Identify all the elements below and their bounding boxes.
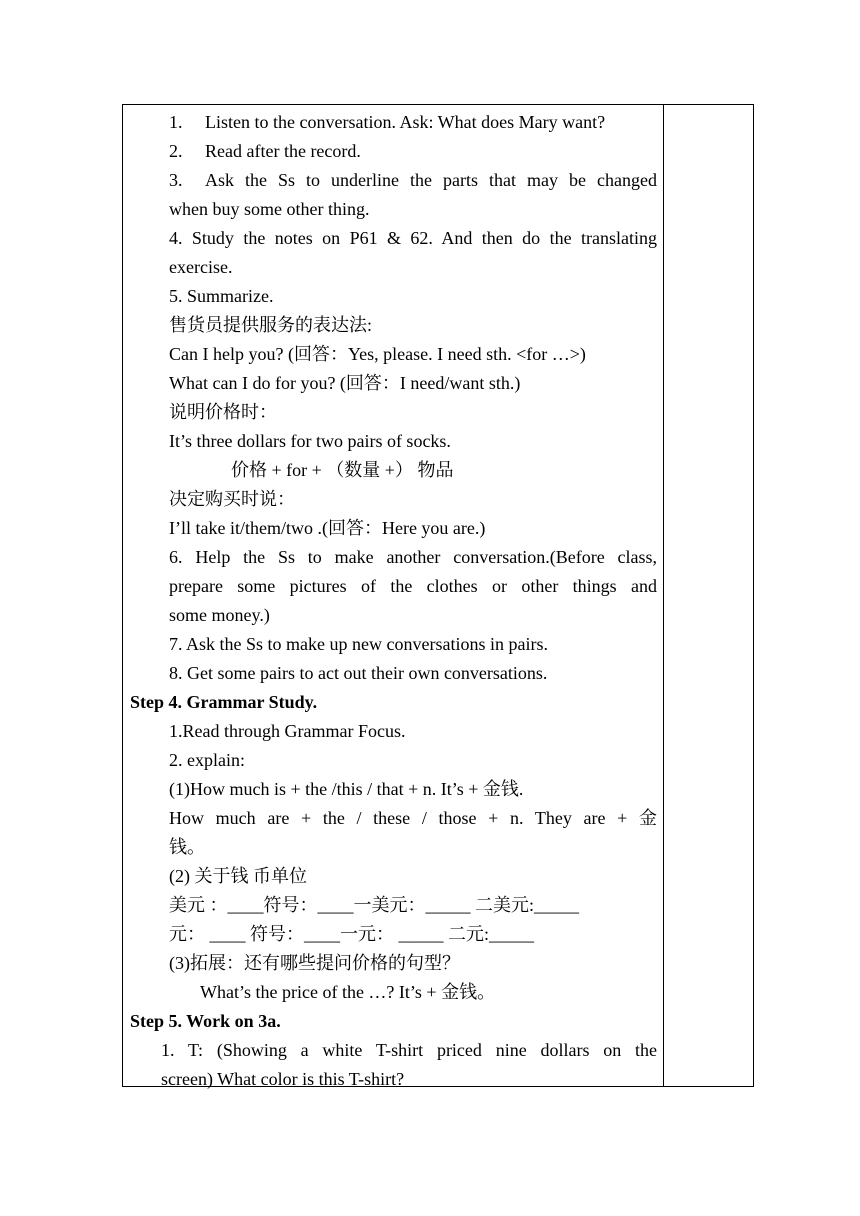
step-heading: Step 4. Grammar Study. [130, 692, 318, 712]
text-line: What can I do for you? (回答：I need/want sth.) [169, 373, 521, 393]
text-line: It’s three dollars for two pairs of socks. [169, 431, 451, 451]
text-line: Can I help you? (回答：Yes, please. I need sth. <for …>) [169, 344, 586, 364]
text-line: 7. Ask the Ss to make up new conversations in pairs. [169, 634, 548, 654]
step-item: 2. Read after the record. [169, 141, 361, 161]
text-line: 钱。 [169, 837, 205, 857]
text-line: (1)How much is + the /this / that + n. It’s + 金钱. [169, 779, 524, 799]
text-line: 美元 ：____符号：____一美元：_____ 二美元:_____ [169, 895, 579, 915]
text-line: 1. T: (Showing a white T-shirt priced nine dollars on the [161, 1040, 657, 1060]
text-line: I’ll take it/them/two .(回答：Here you are.) [169, 518, 486, 538]
text-line: 元： ____ 符号：____一元： _____ 二元:_____ [169, 924, 534, 944]
text-line: 4. Study the notes on P61 & 62. And then do the translating [169, 228, 657, 248]
text-line: some money.) [169, 605, 270, 625]
text-line: (3)拓展：还有哪些提问价格的句型？ [169, 953, 460, 973]
text-line: when buy some other thing. [169, 199, 370, 219]
text-line: 说明价格时： [169, 402, 277, 422]
text-line: screen) What color is this T-shirt? [161, 1069, 405, 1089]
text-line: 1.Read through Grammar Focus. [169, 721, 406, 741]
text-line: exercise. [169, 257, 233, 277]
text-line: 2. explain: [169, 750, 245, 770]
lesson-content-cell [123, 105, 663, 1089]
text-line: What’s the price of the …? It’s + 金钱。 [200, 982, 496, 1002]
step-heading: Step 5. Work on 3a. [130, 1011, 281, 1031]
text-line: 6. Help the Ss to make another conversation.(Before class, [169, 547, 657, 567]
step-item: 3. Ask the Ss to underline the parts that may be changed [169, 170, 657, 190]
text-line: How much are + the / these / those + n. They are + 金 [169, 808, 657, 828]
text-line: prepare some pictures of the clothes or other things and [169, 576, 657, 596]
text-line: 决定购买时说： [169, 489, 295, 509]
text-line: 价格 + for + （数量 +） 物品 [231, 460, 454, 480]
lesson-plan-table [122, 104, 754, 1087]
text-line: 8. Get some pairs to act out their own conversations. [169, 663, 548, 683]
step-item: 1. Listen to the conversation. Ask: What does Mary want? [169, 112, 606, 132]
text-line: (2) 关于钱 币单位 [169, 866, 307, 886]
column-divider [663, 105, 664, 1086]
text-line: 5. Summarize. [169, 286, 274, 306]
text-line: 售货员提供服务的表达法: [169, 315, 372, 335]
